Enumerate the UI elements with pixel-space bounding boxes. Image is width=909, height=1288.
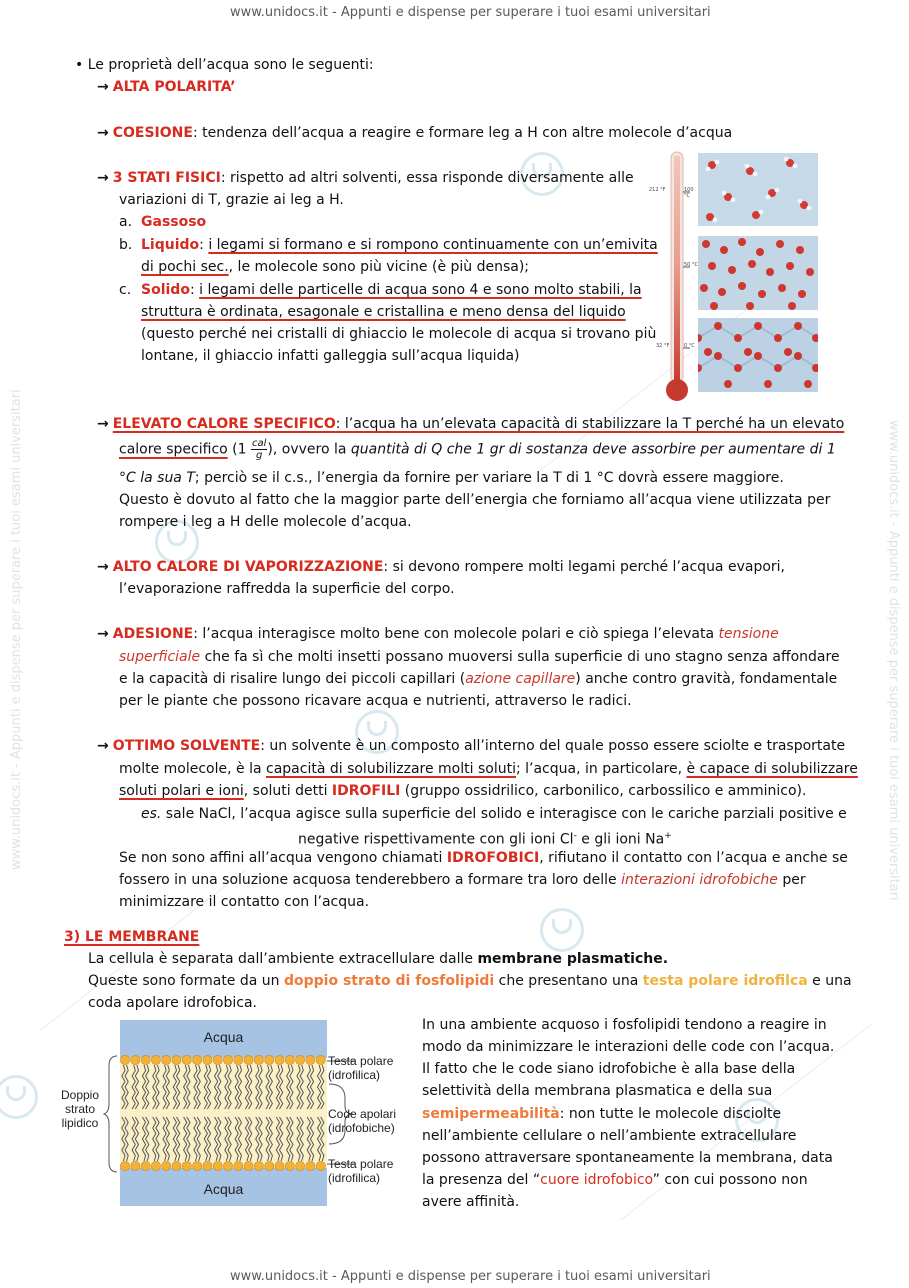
adhesion-text-4: per le piante che possono ricavare acqua e nutrienti, attraverso le radici.	[119, 693, 632, 709]
temp-label-100c: 100 °C	[684, 187, 694, 199]
phospholipid-tail	[197, 1065, 200, 1109]
solvent-text-1: : un solvente è un composto all’interno del quale posso essere sciolte e trasportate	[260, 738, 846, 754]
colon: :	[189, 282, 200, 298]
intro-bullet	[75, 54, 374, 76]
phospholipid-tail	[166, 1065, 169, 1109]
list-marker: b.	[119, 237, 133, 253]
solvent-text-2b: ; l’acqua, in particolare,	[515, 761, 687, 777]
tails-label	[328, 1107, 396, 1135]
phospholipid-head	[254, 1161, 263, 1170]
state-solid-text-3: (questo perché nei cristalli di ghiaccio le molecole di acqua si trovano più	[141, 326, 657, 342]
example-text-1: sale NaCl, l’acqua agisce sulla superficie del solido e interagisce con le cariche parziali positive e	[161, 806, 847, 822]
phospholipid-tail	[135, 1065, 138, 1109]
phospholipid-tail	[197, 1117, 200, 1161]
unidocs-logo-icon	[540, 908, 584, 952]
phospholipid-tail	[177, 1117, 180, 1161]
states-item	[97, 167, 634, 189]
sodium-charge: +	[664, 831, 672, 841]
gas-molecules-image	[698, 153, 818, 226]
membranes-right-8b: ” con cui possono non	[652, 1172, 808, 1188]
vapor-text-2: l’evaporazione raffredda la superficie del corpo.	[119, 581, 455, 597]
phospholipid-head	[131, 1161, 140, 1170]
polarity-title: ALTA POLARITA’	[112, 79, 236, 95]
phospholipid-tail	[166, 1117, 169, 1161]
vapor-title: ALTO CALORE DI VAPORIZZAZIONE	[112, 559, 384, 575]
phospholipid-head	[182, 1055, 191, 1064]
liquid-molecules-image	[698, 236, 818, 310]
phospholipid-tail	[249, 1065, 252, 1109]
bilayer-label	[55, 1088, 105, 1130]
arrow-icon: →	[97, 170, 109, 186]
cohesion-text: : tendenza dell’acqua a reagire e formare leg a H con altre molecole d’acqua	[192, 125, 733, 141]
hydrophobic-core-term: cuore idrofobico	[540, 1172, 653, 1188]
membranes-p2b: che presentano una	[494, 973, 643, 989]
phospholipid-tail	[321, 1117, 324, 1161]
example-text-2a: negative rispettivamente con gli ioni Cl	[298, 831, 574, 848]
state-liquid-text: i legami si formano e si rompono continuamente con un’emivita	[208, 237, 658, 253]
liquid-molecules-panel	[698, 236, 818, 310]
state-liquid	[119, 234, 658, 256]
bilayer-label-1: Doppio	[60, 1088, 100, 1102]
phospholipid-tail	[310, 1117, 313, 1161]
phospholipid-head	[265, 1161, 274, 1170]
heat-text-1: : l’acqua ha un’elevata capacità di stabilizzare la T perché ha un elevato	[335, 416, 845, 432]
phospholipid-head	[275, 1161, 284, 1170]
water-label-top: Acqua	[203, 1029, 244, 1045]
membranes-p1b: membrane plasmatiche.	[477, 951, 669, 967]
phospholipid-head	[285, 1161, 294, 1170]
list-marker: a.	[119, 214, 133, 230]
membranes-p2c: e una	[807, 973, 852, 989]
membranes-right-8	[422, 1169, 808, 1191]
adhesion-text-1: : l’acqua interagisce molto bene con molecole polari e ciò spiega l’elevata	[193, 626, 719, 642]
adhesion-text-3b: ) anche contro gravità, fondamentale	[575, 671, 838, 687]
phospholipid-tail	[269, 1065, 272, 1109]
solvent-line-3	[119, 780, 806, 802]
heat-line-3	[119, 467, 784, 489]
heat-fraction	[251, 438, 267, 461]
membranes-right-9: avere affinità.	[422, 1194, 520, 1210]
phospholipid-head	[120, 1055, 129, 1064]
chloride-charge: -	[573, 831, 577, 841]
membranes-p3: coda apolare idrofobica.	[88, 995, 257, 1011]
phospholipid-head	[306, 1055, 315, 1064]
phospholipid-tail	[269, 1117, 272, 1161]
solvent-line-2	[119, 758, 858, 780]
phospholipid-head	[151, 1161, 160, 1170]
phospholipid-tail	[238, 1117, 241, 1161]
phospholipid-tail	[177, 1065, 180, 1109]
hydrophilic-term: IDROFILI	[331, 783, 401, 799]
phospholipid-tail	[228, 1065, 231, 1109]
phospholipid-head	[203, 1161, 212, 1170]
phospholipid-head	[141, 1055, 150, 1064]
phospholipid-tail	[280, 1117, 283, 1161]
heat-definition-2: °C la sua T	[119, 470, 195, 486]
membranes-p1a: La cellula è separata dall’ambiente extracellulare dalle	[88, 951, 478, 967]
phospholipid-head	[223, 1055, 232, 1064]
membranes-right-6: nell’ambiente cellulare o nell’ambiente extracellulare	[422, 1128, 797, 1144]
phospholipid-tail	[207, 1117, 210, 1161]
states-text: : rispetto ad altri solventi, essa risponde diversamente alle	[220, 170, 634, 186]
solvent-text-7a: fossero in una soluzione acquosa tenderebbero a formare tra loro delle	[119, 872, 622, 888]
semipermeability-term: semipermeabilità	[422, 1106, 560, 1122]
polar-head-term: testa polare idrofilca	[642, 973, 808, 989]
adhesion-tension: tensione	[718, 626, 779, 642]
states-text-2: variazioni di T, grazie ai leg a H.	[119, 192, 344, 208]
membranes-heading: 3) LE MEMBRANE	[64, 929, 200, 945]
phospholipid-tail	[156, 1117, 159, 1161]
example-text-2b: e gli ioni Na	[576, 831, 665, 848]
phospholipid-head	[244, 1161, 253, 1170]
solvent-text-2a: molte molecole, è la	[119, 761, 266, 777]
header-watermark: www.unidocs.it - Appunti e dispense per superare i tuoi esami universitari	[230, 5, 711, 20]
state-solid-label: Solido	[141, 282, 190, 298]
phospholipid-tail	[280, 1065, 283, 1109]
state-solid	[119, 279, 642, 301]
phospholipid-tail	[300, 1117, 303, 1161]
state-liquid-text-3: , le molecole sono più vicine (è più densa);	[228, 259, 530, 275]
membranes-right-8a: la presenza del “	[422, 1172, 541, 1188]
heat-paren: (1	[227, 441, 251, 458]
phospholipid-tail	[187, 1117, 190, 1161]
cohesion-title: COESIONE	[112, 125, 193, 141]
phospholipid-tail	[146, 1117, 149, 1161]
phospholipid-tail	[290, 1117, 293, 1161]
phospholipid-tail	[228, 1117, 231, 1161]
state-liquid-label: Liquido	[141, 237, 200, 253]
hydrophobic-interactions: interazioni idrofobiche	[621, 872, 778, 888]
state-liquid-cont	[141, 256, 529, 278]
phospholipid-tail	[187, 1065, 190, 1109]
phospholipid-tail	[238, 1065, 241, 1109]
head-top-label-1: Testa polare	[328, 1054, 394, 1068]
phospholipid-tail	[321, 1065, 324, 1109]
left-side-watermark: www.unidocs.it - Appunti e dispense per superare i tuoi esami universitari	[9, 389, 24, 870]
phospholipid-head	[234, 1055, 243, 1064]
phospholipid-head	[244, 1055, 253, 1064]
phospholipid-head	[265, 1055, 274, 1064]
arrow-icon: →	[97, 559, 109, 575]
vapor-item	[97, 556, 785, 578]
water-label-bottom: Acqua	[203, 1181, 244, 1197]
phospholipid-head	[193, 1161, 202, 1170]
phospholipid-head	[193, 1055, 202, 1064]
state-solid-text-2: struttura è ordinata, esagonale e cristallina e meno densa del liquido	[141, 304, 626, 320]
arrow-icon: →	[97, 626, 109, 642]
adhesion-text-2: che fa sì che molti insetti possano muoversi sulla superficie di uno stagno senza affondare	[200, 649, 840, 665]
tails-label-2: (idrofobiche)	[328, 1121, 395, 1135]
temp-label-32f: 32 °F	[656, 343, 670, 349]
polarity-item	[97, 76, 236, 98]
phospholipid-tail	[135, 1117, 138, 1161]
phospholipid-head	[172, 1161, 181, 1170]
phospholipid-head	[223, 1161, 232, 1170]
arrow-icon: →	[97, 125, 109, 141]
head-bottom-label	[328, 1157, 393, 1185]
phospholipid-tail	[207, 1065, 210, 1109]
phospholipid-head	[120, 1161, 129, 1170]
temp-label-50c: 50 °C	[684, 262, 698, 268]
heat-specific-heat: calore specifico	[119, 441, 228, 458]
fraction-numerator: cal	[252, 438, 267, 449]
phospholipid-layer	[120, 1054, 327, 1172]
solvent-text-7b: per	[777, 872, 806, 888]
heat-item	[97, 413, 844, 435]
head-top-label	[328, 1054, 393, 1082]
adhesion-title: ADESIONE	[112, 626, 194, 642]
heat-text-3: ; perciò se il c.s., l’energia da fornire per variare la T di 1 °C dovrà essere maggiore.	[194, 470, 784, 486]
fraction-denominator: g	[256, 450, 263, 461]
heat-line-2	[119, 438, 836, 461]
state-solid-text: i legami delle particelle di acqua sono 4 e sono molto stabili, la	[199, 282, 642, 298]
tails-label-1: Code apolari	[328, 1107, 397, 1121]
ice-crystal-image	[698, 318, 818, 392]
phospholipid-tail	[156, 1065, 159, 1109]
phospholipid-head	[285, 1055, 294, 1064]
phospholipid-tail	[125, 1065, 128, 1109]
vapor-text-1: : si devono rompere molti legami perché l’acqua evapori,	[383, 559, 785, 575]
phospholipid-head	[172, 1055, 181, 1064]
phospholipid-tail	[259, 1117, 262, 1161]
heat-title: ELEVATO CALORE SPECIFICO	[112, 416, 336, 432]
membranes-p2	[88, 970, 852, 992]
membranes-p2a: Queste sono formate da un	[88, 973, 284, 989]
head-top-label-2: (idrofilica)	[328, 1068, 381, 1082]
phospholipid-tail	[125, 1117, 128, 1161]
phospholipid-tail	[146, 1065, 149, 1109]
solvent-item	[97, 735, 845, 757]
phospholipid-head	[162, 1161, 171, 1170]
solvent-example-1	[141, 803, 847, 825]
intro-text: Le proprietà dell’acqua sono le seguenti:	[87, 57, 374, 73]
membranes-right-4: selettività della membrana plasmatica e della sua	[422, 1083, 773, 1099]
phospholipid-head	[182, 1161, 191, 1170]
temp-label-0c: 0 °C	[684, 343, 695, 349]
right-side-watermark: www.unidocs.it - Appunti e dispense per superare i tuoi esami universitari	[886, 420, 901, 901]
phospholipid-tail	[218, 1117, 221, 1161]
temp-label-212f: 212 °F	[649, 187, 666, 193]
thermometer-illustration	[650, 150, 700, 405]
phospholipid-head	[141, 1161, 150, 1170]
heat-text-4: Questo è dovuto al fatto che la maggior parte dell’energia che forniamo all’acqua viene utilizzata per	[119, 492, 831, 508]
membranes-right-7: possono attraversare spontaneamente la membrana, data	[422, 1150, 833, 1166]
membranes-right-5	[422, 1103, 781, 1125]
arrow-icon: →	[97, 79, 109, 95]
solvent-text-6a: Se non sono affini all’acqua vengono chiamati	[119, 850, 447, 866]
phospholipid-head	[151, 1055, 160, 1064]
phospholipid-head	[296, 1161, 305, 1170]
phospholipid-head	[296, 1055, 305, 1064]
bilayer-label-3: lipidico	[61, 1116, 99, 1130]
example-marker: es.	[141, 806, 162, 822]
solvent-text-3a: , soluti detti	[243, 783, 332, 799]
adhesion-line-2	[119, 646, 840, 668]
head-bottom-label-1: Testa polare	[328, 1157, 394, 1171]
adhesion-capillary: azione capillare	[465, 671, 576, 687]
phospholipid-head	[234, 1161, 243, 1170]
phospholipid-head	[275, 1055, 284, 1064]
solvent-text-6b: , rifiutano il contatto con l’acqua e anche se	[539, 850, 848, 866]
unidocs-logo-icon	[0, 1075, 38, 1119]
state-gas	[119, 211, 206, 233]
phospholipid-tail	[310, 1065, 313, 1109]
solvent-text-2u: capacità di solubilizzare molti soluti	[266, 761, 516, 777]
heat-text-2c: ), ovvero la	[267, 441, 351, 458]
cohesion-item	[97, 122, 732, 144]
membranes-p1	[88, 948, 668, 970]
membrane-figure	[55, 1018, 410, 1208]
phospholipid-tail	[300, 1065, 303, 1109]
solvent-text-8: minimizzare il contatto con l’acqua.	[119, 894, 370, 910]
solvent-text-2u2: è capace di solubilizzare	[686, 761, 858, 777]
bullet-icon: •	[75, 57, 84, 73]
solvent-line-6	[119, 847, 848, 869]
states-title: 3 STATI FISICI	[112, 170, 221, 186]
hydrophobic-term: IDROFOBICI	[446, 850, 540, 866]
phospholipid-tail	[249, 1117, 252, 1161]
list-marker: c.	[119, 282, 132, 298]
heat-text-5: rompere i leg a H delle molecole d’acqua.	[119, 514, 412, 530]
membranes-right-5-text: : non tutte le molecole disciolte	[559, 1106, 782, 1122]
head-bottom-label-2: (idrofilica)	[328, 1171, 381, 1185]
footer-watermark: www.unidocs.it - Appunti e dispense per superare i tuoi esami universitari	[230, 1269, 711, 1284]
adhesion-item	[97, 623, 779, 645]
phospholipid-tail	[259, 1065, 262, 1109]
state-solid-text-4: lontane, il ghiaccio infatti galleggia sull’acqua liquida)	[141, 348, 520, 364]
phospholipid-head	[203, 1055, 212, 1064]
state-liquid-text-2: di pochi sec.	[141, 259, 229, 275]
phospholipid-head	[254, 1055, 263, 1064]
colon: :	[199, 237, 209, 253]
membranes-right-1: In una ambiente acquoso i fosfolipidi tendono a reagire in	[422, 1017, 827, 1033]
adhesion-line-3	[119, 668, 837, 690]
arrow-icon: →	[97, 738, 109, 754]
phospholipid-tail	[290, 1065, 293, 1109]
solvent-text-3u: soluti polari e ioni	[119, 783, 244, 799]
gas-molecules-panel	[698, 153, 818, 226]
membranes-right-3: Il fatto che le code siano idrofobiche è alla base della	[422, 1061, 796, 1077]
phospholipid-head	[213, 1161, 222, 1170]
phospholipid-tail	[218, 1065, 221, 1109]
solid-molecules-panel	[698, 318, 818, 392]
bilayer-brace	[103, 1054, 121, 1174]
phospholipid-head	[306, 1161, 315, 1170]
solvent-line-7	[119, 869, 806, 891]
solvent-title: OTTIMO SOLVENTE	[112, 738, 261, 754]
phospholipid-head	[131, 1055, 140, 1064]
phospholipid-head	[162, 1055, 171, 1064]
heat-definition: quantità di Q che 1 gr di sostanza deve assorbire per aumentare di 1	[350, 441, 836, 458]
phospholipid-head	[316, 1055, 325, 1064]
phospholipid-bilayer-term: doppio strato di fosfolipidi	[284, 973, 495, 989]
adhesion-surface: superficiale	[119, 649, 201, 665]
state-gas-label: Gassoso	[141, 214, 207, 230]
membranes-right-2: modo da minimizzare le interazioni delle code con l’acqua.	[422, 1039, 835, 1055]
solvent-text-3b: (gruppo ossidrilico, carbonilico, carbossilico e amminico).	[400, 783, 807, 799]
adhesion-text-3: e la capacità di risalire lungo dei piccoli capillari (	[119, 671, 466, 687]
phospholipid-head	[316, 1161, 325, 1170]
phospholipid-head	[213, 1055, 222, 1064]
arrow-icon: →	[97, 416, 109, 432]
bilayer-label-2: strato	[64, 1102, 95, 1116]
